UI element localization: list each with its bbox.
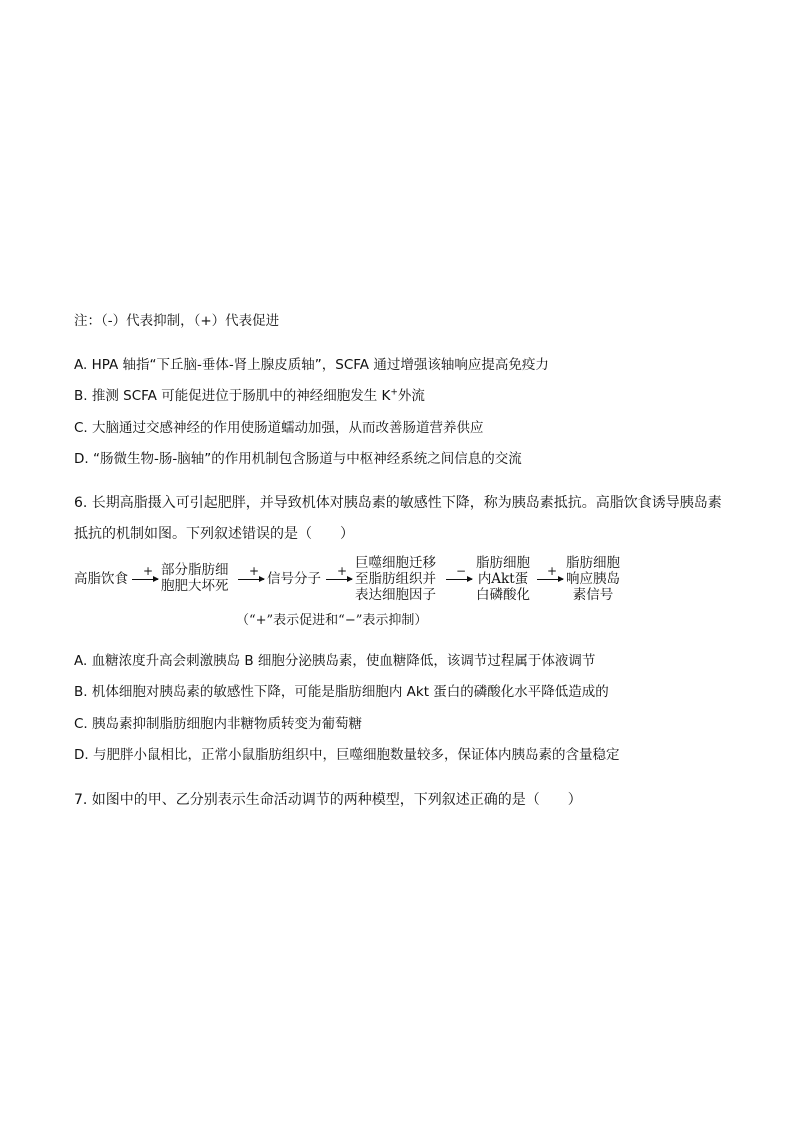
flow-legend: （“+”表示促进和“−”表示抑制） [236, 613, 428, 628]
flow-node-akt-phosphorylation [476, 555, 530, 603]
flow-sign: + [143, 564, 154, 578]
superscript-plus: + [390, 387, 398, 398]
flow-node-line: 部分脂肪细 [161, 562, 229, 578]
flow-node-line: 脂肪细胞 [566, 555, 620, 571]
flow-node-line: 白磷酸化 [476, 587, 530, 603]
option-letter: A. [74, 653, 88, 669]
q5-option-d[interactable] [74, 449, 522, 469]
flow-node-line: 胞肥大坏死 [161, 578, 229, 594]
flow-sign: + [249, 564, 260, 578]
option-text [92, 388, 425, 404]
flow-node-line: 脂肪细胞 [476, 555, 530, 571]
q5-option-c[interactable] [74, 418, 484, 438]
q6-option-c[interactable] [74, 714, 362, 734]
option-text: 与肥胖小鼠相比，正常小鼠脂肪组织中，巨噬细胞数量较多，保证体内胰岛素的含量稳定 [92, 747, 620, 763]
flow-node-line: 至脂肪组织并 [355, 571, 436, 587]
q6-stem-line-2: 抵抗的机制如图。下列叙述错误的是（ ） [74, 526, 354, 542]
flow-node-adipocyte-necrosis [161, 562, 229, 594]
option-text-part: 推测 SCFA 可能促进位于肠肌中的神经细胞发生 K [91, 388, 391, 404]
q5-option-b[interactable] [74, 386, 425, 406]
option-text: 血糖浓度升高会刺激胰岛 B 细胞分泌胰岛素，使血糖降低，该调节过程属于体液调节 [91, 653, 596, 669]
option-letter: B. [74, 388, 88, 404]
option-text: 大脑通过交感神经的作用使肠道蠕动加强，从而改善肠道营养供应 [92, 420, 484, 436]
flow-node-line: 巨噬细胞迁移 [355, 555, 436, 571]
flow-node-macrophage [355, 555, 436, 603]
option-letter: B. [74, 684, 88, 700]
flow-arrow [326, 579, 352, 580]
option-letter: C. [74, 716, 88, 732]
option-text: “肠微生物-肠-脑轴”的作用机制包含肠道与中枢神经系统之间信息的交流 [92, 451, 522, 467]
flow-node-line: 响应胰岛 [566, 571, 620, 587]
option-text-part: 外流 [397, 388, 425, 404]
flow-node-high-fat-diet: 高脂饮食 [74, 571, 128, 587]
flow-sign: + [337, 564, 348, 578]
option-letter: C. [74, 420, 88, 436]
flow-arrow [132, 579, 158, 580]
flow-sign: − [456, 564, 467, 578]
flow-node-line: 表达细胞因子 [355, 587, 436, 603]
flow-node-line: 素信号 [572, 587, 614, 603]
flow-sign: + [547, 564, 558, 578]
option-text: 胰岛素抑制脂肪细胞内非糖物质转变为葡萄糖 [92, 716, 363, 732]
option-text: HPA 轴指“下丘脑-垂体-肾上腺皮质轴”，SCFA 通过增强该轴响应提高免疫力 [91, 357, 549, 373]
flow-node-signal-molecule: 信号分子 [267, 571, 321, 587]
flow-arrow [238, 579, 264, 580]
option-letter: D. [74, 747, 89, 763]
option-letter: D. [74, 451, 89, 467]
option-letter: A. [74, 357, 88, 373]
q6-stem-line-1: 6. 长期高脂摄入可引起肥胖，并导致机体对胰岛素的敏感性下降，称为胰岛素抵抗。高脂饮食诱导胰岛素 [74, 495, 722, 511]
q6-option-a[interactable] [74, 651, 595, 671]
q5-option-a[interactable] [74, 355, 549, 375]
q6-option-d[interactable] [74, 745, 619, 765]
flow-node-line: 内Akt蛋 [477, 571, 529, 587]
option-text: 机体细胞对胰岛素的敏感性下降，可能是脂肪细胞内 Akt 蛋白的磷酸化水平降低造成的 [91, 684, 609, 700]
flow-arrow [537, 579, 563, 580]
flow-arrow [446, 579, 472, 580]
flow-node-insulin-response [566, 555, 620, 603]
q6-option-b[interactable] [74, 682, 609, 702]
q5-note: 注：（-）代表抑制，（+）代表促进 [74, 313, 280, 329]
q7-stem: 7. 如图中的甲、乙分别表示生命活动调节的两种模型，下列叙述正确的是（ ） [74, 792, 582, 808]
